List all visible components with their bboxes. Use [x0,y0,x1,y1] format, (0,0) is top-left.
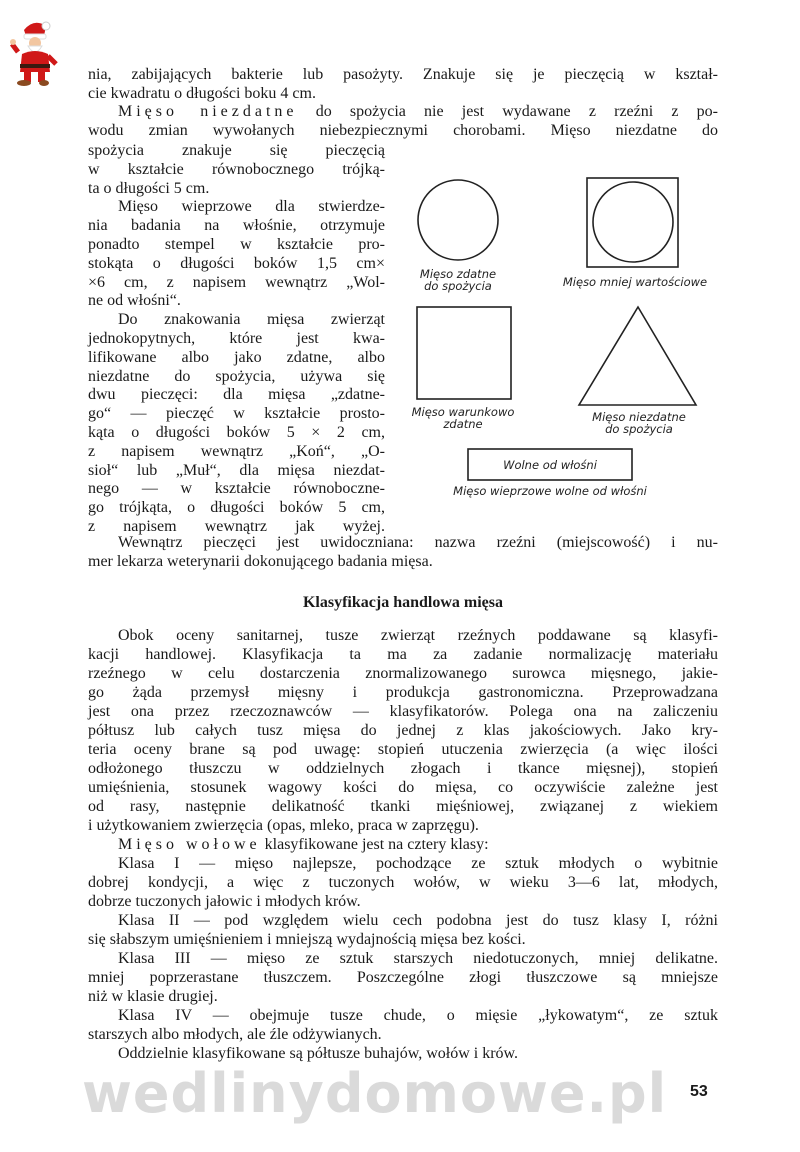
text-line [88,217,385,236]
line-text: Do znakowania mięsa zwierząt [118,311,385,329]
line-text: Klasa III — mięso ze sztuk starszych niedotuczonych, mniej delikatne. [118,950,718,967]
line-text: niezdatne do spożycia, używa się [88,367,385,385]
text-line [88,368,385,387]
line-text: do spożycia nie jest wydawane z rzeźni z po- [297,103,719,120]
text-line [88,236,385,255]
square-caption-1: Mięso warunkowo [411,405,515,419]
line-text: niż w klasie drugiej. [88,988,218,1005]
line-text: rzeźnego w celu dostarczenia znormalizowanego surowca mięsnego, jakie- [88,665,718,682]
line-text: jednokopytnych, które jest kwa- [88,329,385,347]
line-text: Oddzielnie klasyfikowane są półtusze buhajów, wołów i krów. [118,1045,519,1062]
text-line [88,645,718,664]
line-text: z napisem wewnątrz jak wyżej. [88,517,385,535]
line-text: mer lekarza weterynarii dokonującego badania mięsa. [88,553,433,570]
stamp-shapes-figure [395,165,725,505]
text-line [88,66,718,85]
line-text: mniej poprzerastane tłuszczem. Poszczególne złogi tłuszczowe są mniejsze [88,969,718,986]
triangle-caption-1: Mięso niezdatne [592,410,686,424]
text-line [88,873,718,892]
line-text: go trójkąta, o długości boków 5 cm, [88,499,385,517]
text-line [88,292,385,311]
line-text: lifikowane albo jako zdatne, albo [88,348,385,366]
line-text: w kształcie równobocznego trójką- [88,160,385,178]
text-line [88,740,718,759]
santa-claus-icon [10,16,66,91]
line-text: jest ona przez rzeczoznawców — klasyfikatorów. Polega ona na zaliczeniu [88,703,718,720]
line-text: z napisem wewnątrz „Koń“, „O- [88,442,385,460]
text-line [88,330,385,349]
watermark: wedlinydomowe.pl [82,1062,668,1125]
text-line [88,255,385,274]
line-text: starszych albo młodych, ale źle odżywianych. [88,1026,382,1043]
text-line [88,949,718,968]
line-text: dobrej kondycji, a więc z tuczonych wołów, w wieku 3—6 lat, młodych, [88,874,718,891]
square-caption-2: zdatne [443,417,483,431]
text-line [88,968,718,987]
line-text: półtusz lub całych tusz mięsa do jednej z klas jakościowych. Jako kry- [88,722,718,739]
classification-text [88,626,718,1063]
line-text: ×6 cm, z napisem wewnątrz „Wol- [88,273,385,291]
triangle-stamp-shape [579,307,696,405]
text-line [88,1025,718,1044]
line-text: się słabszym umięśnieniem i mniejszą wydajnością mięsa bez kości. [88,931,526,948]
line-text: Klasa I — mięso najlepsze, pochodzące ze sztuk młodych o wybitnie [118,855,718,872]
text-line [88,161,385,180]
line-text: ne od włośni“. [88,292,181,310]
stamp-label: Wolne od włośni [503,458,597,472]
line-text: Klasa IV — obejmuje tusze chude, o mięsie „łykowatym“, ze sztuk [118,1007,718,1024]
circle-caption-2: do spożycia [424,279,492,293]
text-line [88,122,718,141]
line-text: kąta o długości boków 5 × 2 cm, [88,423,385,441]
line-text: spożycia znakuje się pieczęcią [88,142,385,159]
line-text: i użytkowaniem zwierzęcia (opas, mleko, praca w zaprzęgu). [88,817,479,834]
text-line [88,85,718,104]
text-line [88,552,718,571]
text-line [88,443,385,462]
boxed-circle-square [587,178,678,267]
text-line [88,480,385,499]
line-text: umięśnienia, stosunek wagowy kości do mięsa, co oczywiście zależne jest [88,779,718,796]
circle-caption-1: Mięso zdatne [419,267,497,281]
text-line [88,759,718,778]
text-line [88,424,385,443]
line-text: Obok oceny sanitarnej, tusze zwierząt rzeźnych poddawane są klasyfi- [118,627,718,644]
line-text: ponadto stempel w kształcie pro- [88,235,385,253]
line-text: dwu pieczęci: dla mięsa „zdatne- [88,386,385,404]
text-line [88,721,718,740]
stamp-caption: Mięso wieprzowe wolne od włośni [453,484,647,498]
text-line [88,405,385,424]
text-line [88,664,718,683]
stamp-description-column [88,142,385,537]
text-line [88,533,718,552]
line-text: sioł“ lub „Muł“, dla mięsa niezdat- [88,461,385,479]
line-text: Klasa II — pod względem wielu cech podobna jest do tusz klasy I, różni [118,912,718,929]
text-line [88,499,385,518]
line-text: nego — w kształcie równoboczne- [88,480,385,498]
line-text: Mięso wieprzowe dla stwierdze- [118,198,385,216]
text-line [88,142,385,161]
text-line [88,892,718,911]
triangle-caption-2: do spożycia [605,422,673,436]
text-line [88,683,718,702]
spaced-emphasis: Mięso niezdatne [118,103,298,120]
line-text: nia badania na włośnie, otrzymuje [88,217,385,235]
line-text: ta o długości 5 cm. [88,179,210,197]
text-line [88,797,718,816]
line-text: od rasy, następnie delikatność tkanki mięśniowej, związanej z wiekiem [88,798,718,815]
line-text: kacji handlowej. Klasyfikacja ta ma za zadanie normalizację materiału [88,646,718,663]
text-line [88,462,385,481]
line-text: go żąda przemysł mięsny i produkcja gastronomiczna. Przeprowadzana [88,684,718,701]
section-heading: Klasyfikacja handlowa mięsa [302,594,503,611]
text-line [88,987,718,1006]
text-line [88,274,385,293]
line-text: teria oceny brane są pod uwagę: stopień utuczenia zwierzęcia (a więc ilości [88,741,718,758]
text-line [88,778,718,797]
line-text: stokąta o długości boków 1,5 cm× [88,254,385,272]
line-text: nia, zabijających bakterie lub pasożyty. Znakuje się je pieczęcią w kształ- [88,66,718,83]
text-line [88,835,718,854]
line-text: odłożonego tłuszczu w oddzielnych złogach i tkance mięsnej), stopień [88,760,718,777]
stamp-info-text [88,533,718,571]
line-text: go“ — pieczęć w kształcie prosto- [88,405,385,423]
text-line [88,198,385,217]
line-text: klasyfikowane jest na cztery klasy: [260,836,489,853]
text-line [88,311,385,330]
line-text: wodu zmian wywołanych niebezpiecznymi chorobami. Mięso niezdatne do [88,121,718,139]
text-line [88,349,385,368]
square-stamp-shape [417,307,511,399]
round-stamp-shape [418,180,498,260]
text-line [88,911,718,930]
page-number: 53 [690,1083,708,1100]
boxed-circle-caption: Mięso mniej wartościowe [562,275,708,289]
line-text: dobrze tuczonych jałowic i młodych krów. [88,893,361,910]
text-line [88,103,718,122]
text-line [88,816,718,835]
spaced-emphasis: Mięso wołowe [118,836,261,853]
text-line [88,854,718,873]
intro-text [88,66,718,140]
line-text: cie kwadratu o długości boku 4 cm. [88,84,316,102]
boxed-circle-shape [593,182,673,262]
line-text: Wewnątrz pieczęci jest uwidoczniana: nazwa rzeźni (miejscowość) i nu- [118,534,718,551]
text-line [88,626,718,645]
text-line [88,1044,718,1063]
text-line [88,702,718,721]
text-line [88,180,385,199]
text-line [88,930,718,949]
text-line [88,386,385,405]
text-line [88,1006,718,1025]
